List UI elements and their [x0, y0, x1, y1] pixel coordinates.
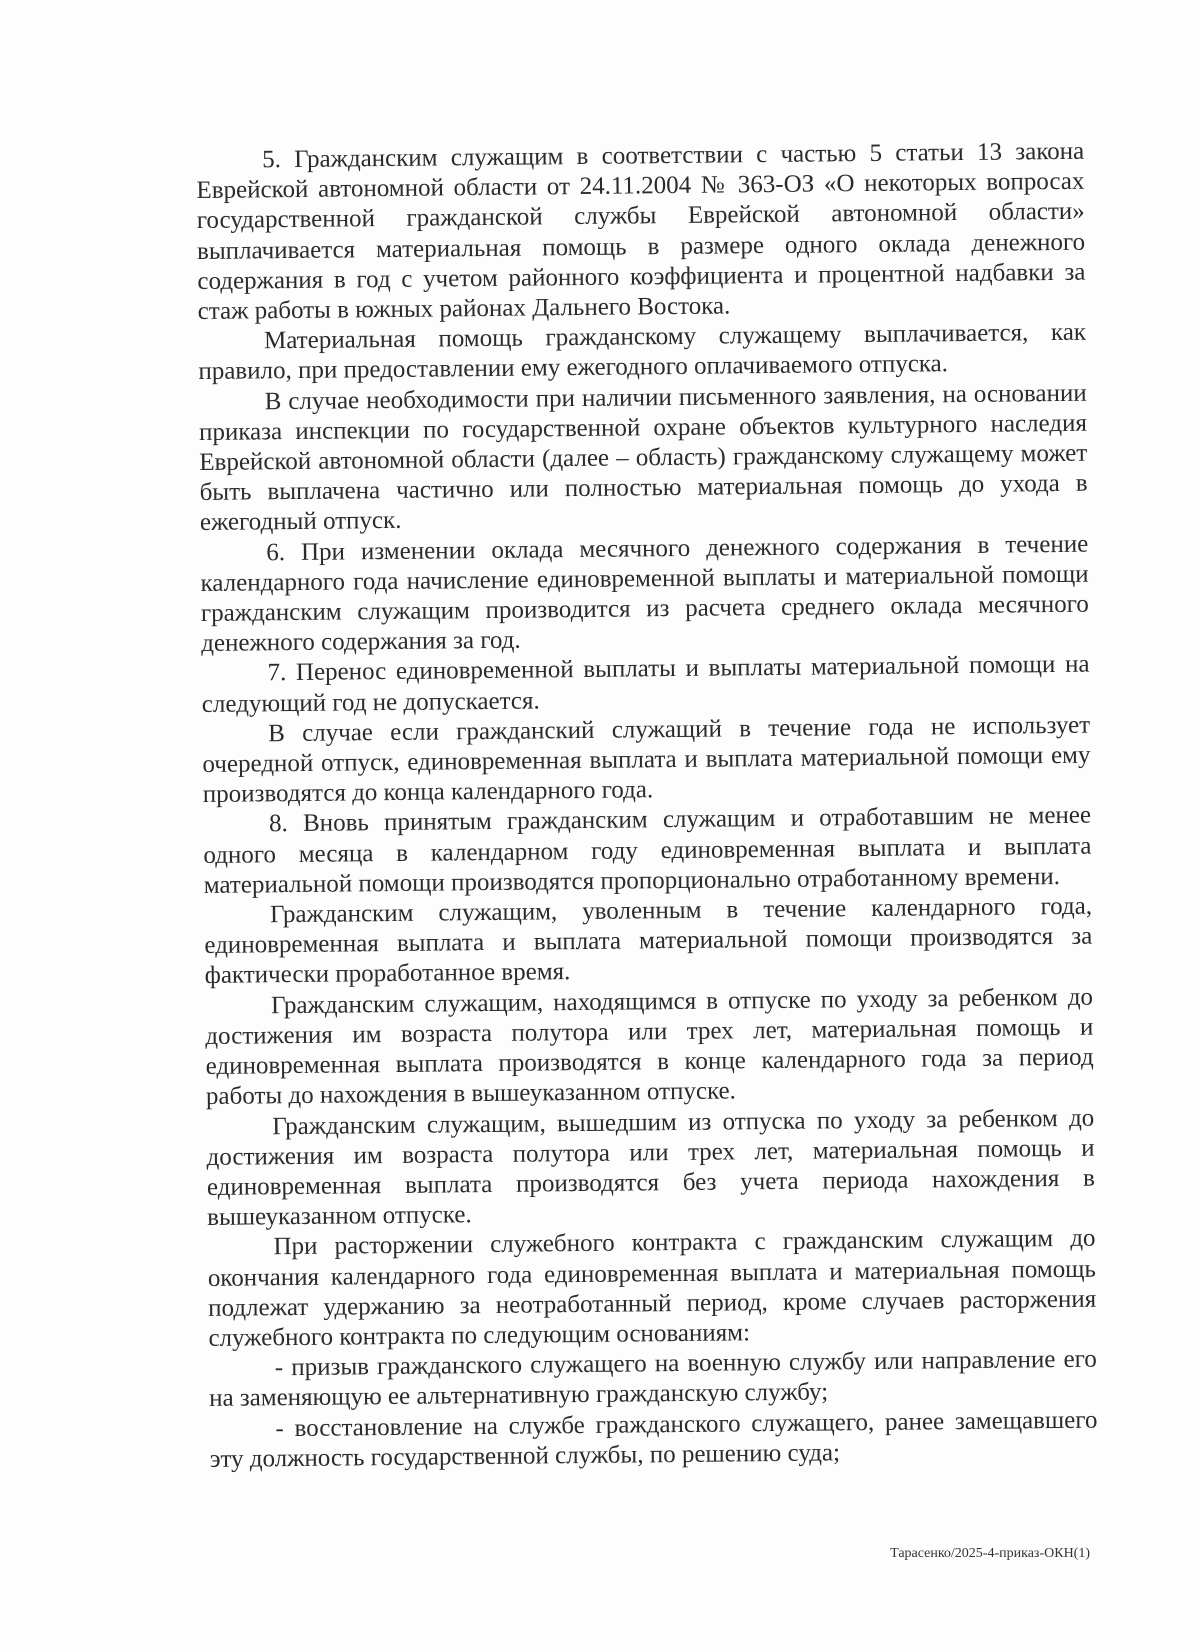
paragraph-item-8: 8. Вновь принятым гражданским служащим и отработавшим не менее одного месяца в календарном году единовременная выплата и выплата материальной помощи производятся пропорционально отработанному времени. [203, 802, 1092, 899]
document-body [196, 137, 1098, 1475]
paragraph-dismissed: Гражданским служащим, уволенным в течение календарного года, единовременная выплата и выплата материальной помощи производятся за фактически проработанное время. [204, 892, 1093, 990]
paragraph-unused-leave: В случае если гражданский служащий в течение года не использует очередной отпуск, единовременная выплата и выплата материальной помощи ему производятся до конца календарного года. [202, 711, 1091, 809]
paragraph-item-7: 7. Перенос единовременной выплаты и выплаты материальной помощи на следующий год не допускается. [201, 651, 1090, 718]
paragraph-returned-from-leave: Гражданским служащим, вышедшим из отпуска по уходу за ребенком до достижения им возраста полутора или трех лет, материальная помощь и единовременная выплата производятся без учета периода нахождения в вышеуказанном отпуске. [206, 1104, 1095, 1232]
paragraph-item-6: 6. При изменении оклада месячного денежного содержания в течение календарного года начисление единовременной выплаты и материальной помощи гражданским служащим производится из расчета среднего оклада месячного денежного содержания за год. [200, 530, 1089, 658]
list-item-court-reinstatement: - восстановление на службе гражданского служащего, ранее замещавшего эту должность государственной службы, по решению суда; [209, 1406, 1098, 1473]
document-footer-reference: Тарасенко/2025-4-приказ-ОКН(1) [890, 1546, 1090, 1561]
list-item-military-service: - призыв гражданского служащего на военную службу или направление его на заменяющую ее альтернативную гражданскую службу; [208, 1345, 1097, 1413]
paragraph-item-5: 5. Гражданским служащим в соответствии с частью 5 статьи 13 закона Еврейской автономной области от 24.11.2004 № 363-ОЗ «О некоторых вопросах государственной гражданской службы Еврейской автономной области» выплачивается материальная помощь в размере одного оклада денежного содержания в год с учетом районного коэффициента и процентной надбавки за стаж работы в южных районах Дальнего Востока. [196, 137, 1086, 326]
paragraph-childcare-leave: Гражданским служащим, находящимся в отпуске по уходу за ребенком до достижения им возраста полутора или трех лет, материальная помощь и единовременная выплата производятся в конце календарного года за период работы до нахождения в вышеуказанном отпуске. [205, 983, 1094, 1111]
paragraph-material-aid: Материальная помощь гражданскому служащему выплачивается, как правило, при предоставлении ему ежегодного оплачиваемого отпуска. [198, 318, 1087, 386]
paragraph-advance-payment: В случае необходимости при наличии письменного заявления, на основании приказа инспекции по государственной охране объектов культурного наследия Еврейской автономной области (далее – область) гражданскому служащему может быть выплачена частично или полностью материальная помощь до ухода в ежегодный отпуск. [198, 379, 1088, 537]
paragraph-contract-termination: При расторжении служебного контракта с гражданским служащим до окончания календарного года единовременная выплата и материальная помощь подлежат удержанию за неотработанный период, кроме случаев расторжения служебного контракта по следующим основаниям: [207, 1224, 1097, 1352]
